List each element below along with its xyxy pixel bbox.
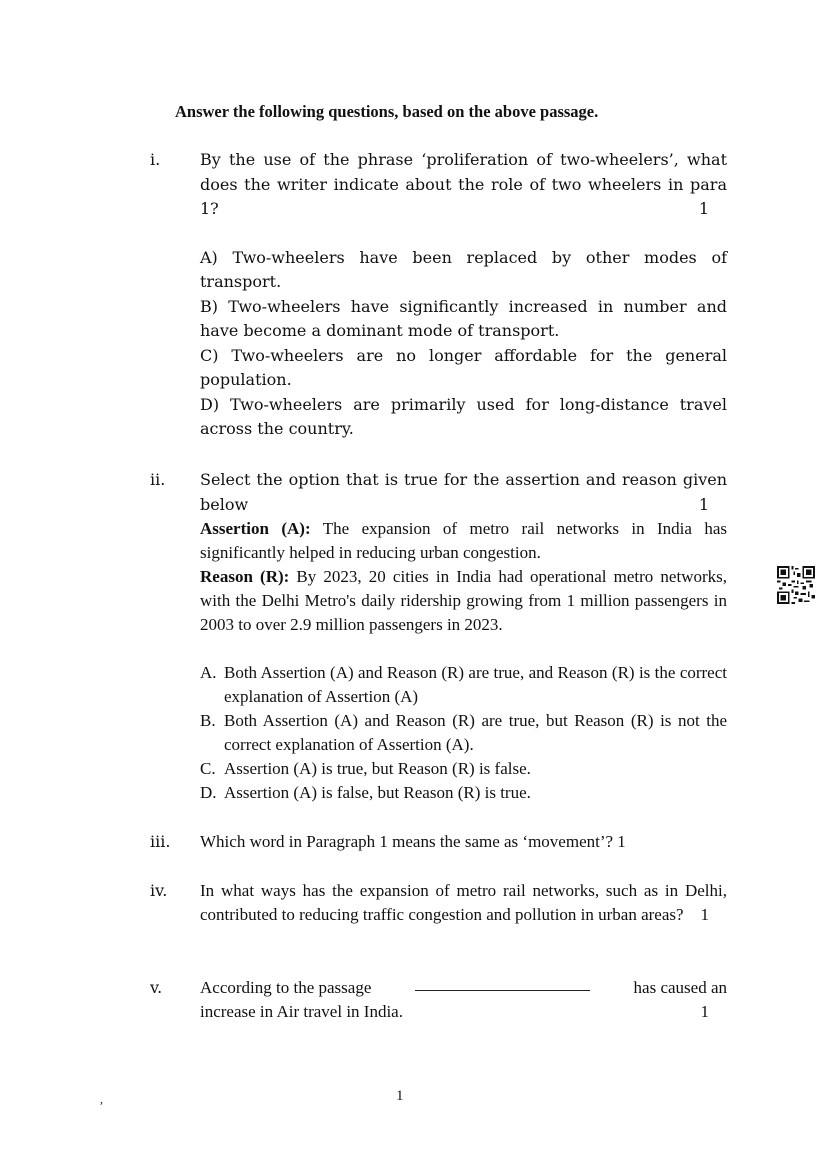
answer-blank[interactable]: [415, 976, 590, 991]
question-2-option-d-text: Assertion (A) is false, but Reason (R) is true.: [224, 783, 531, 802]
question-5-before: According to the passage: [200, 978, 372, 997]
reason-text: By 2023, 20 cities in India had operational metro networks, with the Delhi Metro's daily ridership growing from 1 million passengers in 2003 to over 2.9 million passengers in 2023.: [200, 567, 728, 634]
question-3-number: iii.: [150, 832, 171, 851]
question-5-line-2: [200, 1000, 727, 1024]
question-2-option-c-label: C.: [200, 759, 216, 778]
question-5-after: has caused an: [633, 978, 727, 997]
question-5-marks: 1: [700, 1002, 709, 1021]
question-2-option-b: [200, 709, 727, 757]
question-2: [200, 468, 727, 805]
question-2-option-a-label: A.: [200, 663, 217, 682]
question-1-line-3-text: 1?: [200, 199, 219, 218]
page-number: 1: [396, 1088, 404, 1104]
question-4: [200, 879, 727, 927]
question-2-marks: 1: [698, 494, 709, 514]
question-2-option-b-label: B.: [200, 711, 216, 730]
reason: [200, 565, 727, 637]
question-2-option-b-text: Both Assertion (A) and Reason (R) are true, but Reason (R) is not the correct explanation of Assertion (A).: [224, 711, 727, 754]
assertion: [200, 517, 727, 565]
question-2-line-2-text: below: [200, 494, 249, 514]
assertion-label: Assertion (A):: [200, 519, 311, 538]
question-1-option-c: C) Two-wheelers are no longer affordable for the general population.: [200, 345, 727, 389]
question-1: [200, 148, 727, 442]
question-4-marks: 1: [700, 905, 709, 924]
question-2-option-d-label: D.: [200, 783, 217, 802]
section-heading: Answer the following questions, based on the above passage.: [175, 102, 599, 121]
question-5-line-1: [200, 976, 727, 1000]
question-2-option-a: [200, 661, 727, 709]
question-5-number: v.: [150, 978, 163, 997]
question-3-text: Which word in Paragraph 1 means the same as ‘movement’? 1: [200, 832, 626, 851]
question-2-option-a-text: Both Assertion (A) and Reason (R) are true, and Reason (R) is the correct explanation of Assertion (A): [224, 663, 727, 706]
footer-mark: ,: [100, 1092, 103, 1106]
question-2-option-d: [200, 781, 727, 805]
question-5: [200, 976, 727, 1024]
reason-label: Reason (R):: [200, 567, 290, 586]
question-2-option-c-text: Assertion (A) is true, but Reason (R) is false.: [224, 759, 531, 778]
question-1-line-1: By the use of the phrase ‘proliferation of two-wheelers’, what: [200, 150, 727, 169]
question-2-line-2: [200, 493, 727, 518]
question-1-line-3: [200, 197, 727, 222]
question-1-option-d: D) Two-wheelers are primarily used for long-distance travel across the country.: [200, 394, 727, 438]
question-4-text: In what ways has the expansion of metro rail networks, such as in Delhi, contributed to reducing traffic congestion and pollution in urban areas?: [200, 881, 727, 924]
question-1-marks: 1: [698, 199, 709, 218]
question-2-number: ii.: [150, 470, 166, 489]
assertion-text: The expansion of metro rail networks in India has significantly helped in reducing urban congestion.: [200, 519, 728, 562]
question-1-line-2: does the writer indicate about the role of two wheelers in para: [200, 174, 727, 194]
question-1-option-b: B) Two-wheelers have significantly increased in number and have become a dominant mode of transport.: [200, 296, 727, 340]
question-1-option-a: A) Two-wheelers have been replaced by other modes of transport.: [200, 247, 727, 291]
question-4-number: iv.: [150, 881, 168, 900]
question-2-line-1: Select the option that is true for the assertion and reason given: [200, 470, 727, 489]
question-2-option-c: [200, 757, 727, 781]
question-1-number: i.: [150, 150, 161, 169]
qr-code-icon: [777, 566, 815, 604]
question-5-line-2-text: increase in Air travel in India.: [200, 1002, 403, 1021]
